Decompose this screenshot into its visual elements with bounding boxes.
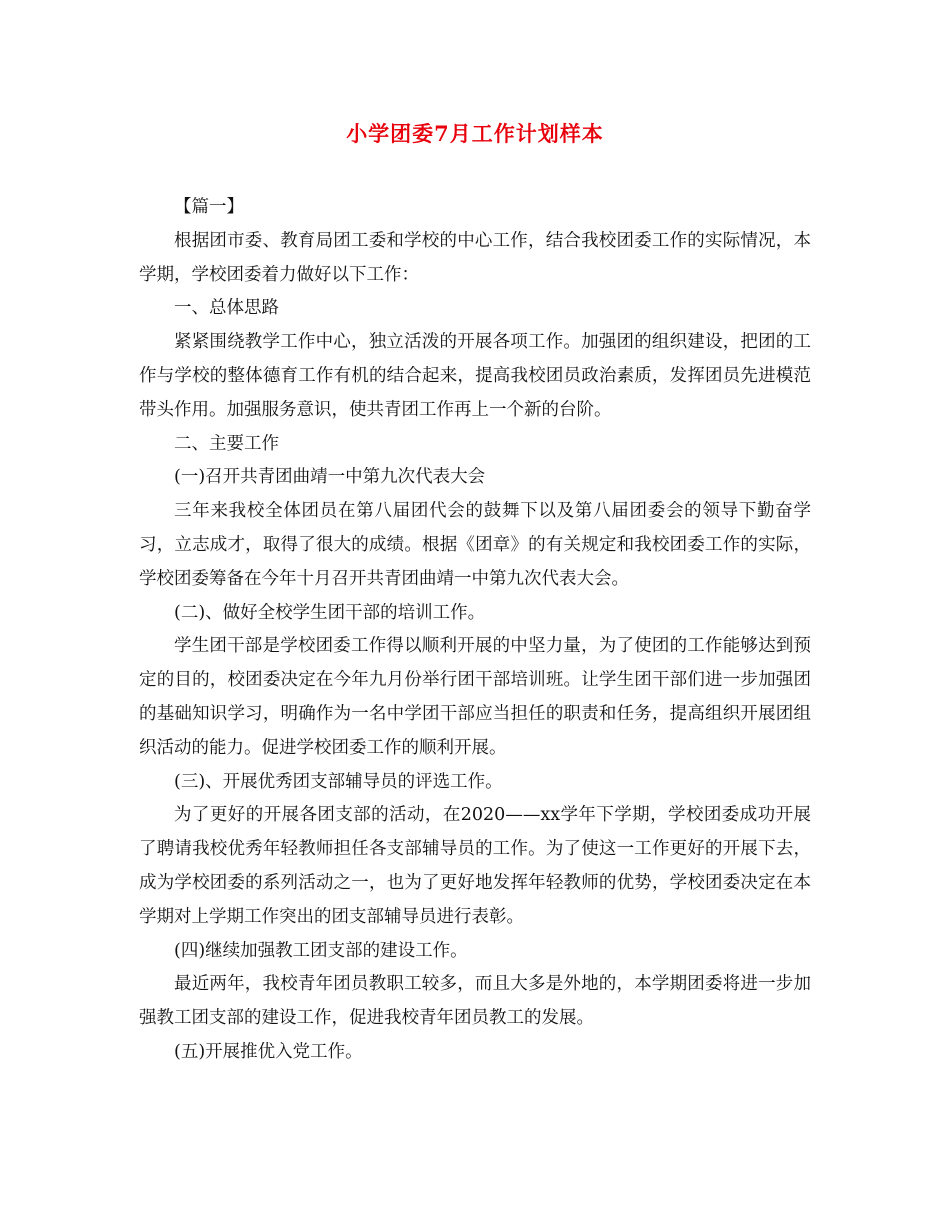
paragraph-item-3-text: 为了更好的开展各团支部的活动，在2020——xx学年下学期，学校团委成功开展了聘请我校优秀年轻教师担任各支部辅导员的工作。为了使这一工作更好的开展下去，成为学校团委的系列活动之一，也为了更好地发挥年轻教师的优势，学校团委决定在本学期对上学期工作突出的团支部辅导员进行表彰。 (139, 805, 811, 927)
paragraph-item-5-heading: (五)开展推优入党工作。 (174, 1041, 363, 1062)
paragraph-item-1-heading: (一)召开共青团曲靖一中第九次代表大会 (174, 467, 486, 488)
document-title: 小学团委7月工作计划样本 (346, 121, 604, 146)
paragraph-item-4-text: 最近两年，我校青年团员教职工较多，而且大多是外地的，本学期团委将进一步加强教工团支部的建设工作，促进我校青年团员教工的发展。 (139, 974, 811, 1029)
paragraph-item-2-heading: (二)、做好全校学生团干部的培训工作。 (174, 602, 486, 623)
paragraph-intro: 根据团市委、教育局团工委和学校的中心工作，结合我校团委工作的实际情况，本学期，学校团委着力做好以下工作： (139, 230, 811, 285)
paragraph-item-1-text: 三年来我校全体团员在第八届团代会的鼓舞下以及第八届团委会的领导下勤奋学习，立志成才，取得了很大的成绩。根据《团章》的有关规定和我校团委工作的实际，学校团委筹备在今年十月召开共青团曲靖一中第九次代表大会。 (139, 501, 811, 589)
paragraph-section-heading: 【篇一】 (174, 197, 244, 217)
paragraph-item-2-text: 学生团干部是学校团委工作得以顺利开展的中坚力量，为了使团的工作能够达到预定的目的，校团委决定在今年九月份举行团干部培训班。让学生团干部们进一步加强团的基础知识学习，明确作为一名中学团干部应当担任的职责和任务，提高组织开展团组织活动的能力。促进学校团委工作的顺利开展。 (139, 636, 811, 758)
paragraph-item-3-heading: (三)、开展优秀团支部辅导员的评选工作。 (174, 771, 503, 792)
paragraph-heading-main-work: 二、主要工作 (174, 433, 279, 454)
document-body (139, 191, 811, 1070)
paragraph-heading-overall: 一、总体思路 (174, 298, 279, 319)
paragraph-overall-text: 紧紧围绕教学工作中心，独立活泼的开展各项工作。加强团的组织建设，把团的工作与学校的整体德育工作有机的结合起来，提高我校团员政治素质，发挥团员先进模范带头作用。加强服务意识，使共青团工作再上一个新的台阶。 (139, 332, 811, 420)
paragraph-item-4-heading: (四)继续加强教工团支部的建设工作。 (174, 940, 468, 961)
